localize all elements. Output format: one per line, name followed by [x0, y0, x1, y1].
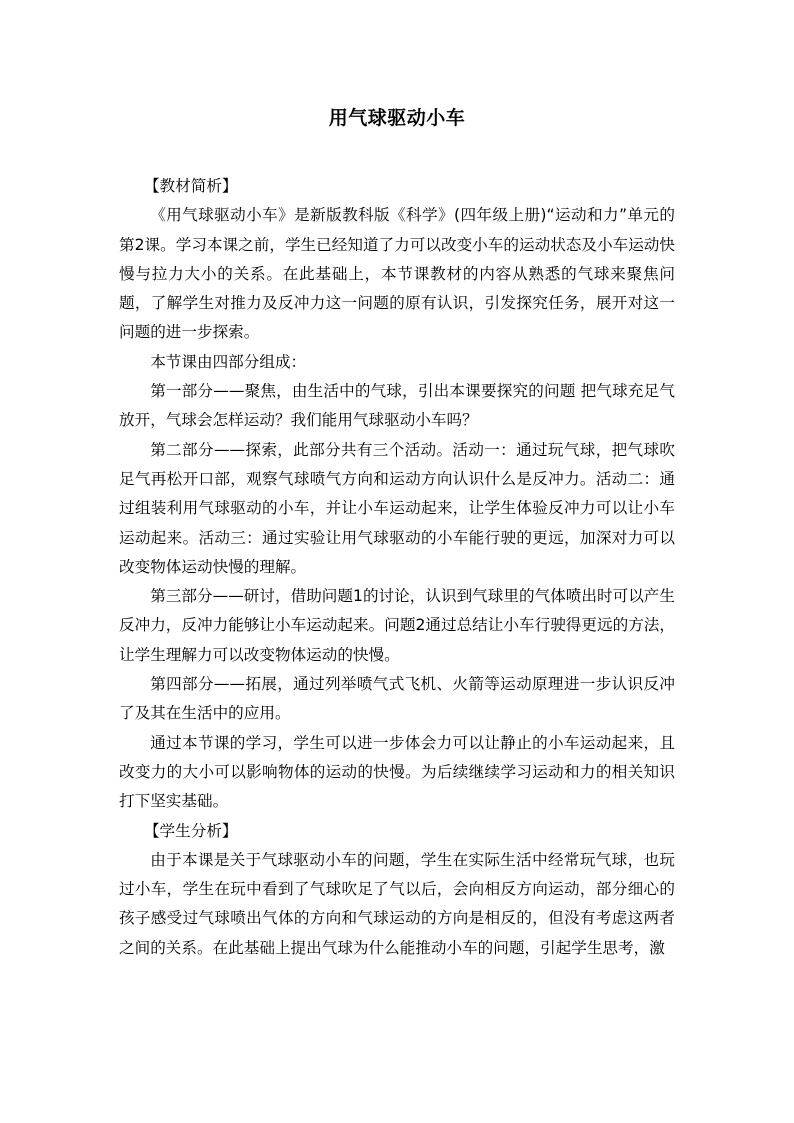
section-heading-student-analysis: 【学生分析】 — [143, 821, 238, 840]
paragraph: 第四部分——拓展，通过列举喷气式飞机、火箭等运动原理进一步认识反冲了及其在生活中的应用。 — [119, 675, 675, 723]
document-body — [119, 172, 675, 963]
paragraph: 本节课由四部分组成： — [150, 352, 307, 371]
paragraph: 《用气球驱动小车》是新版教科版《科学》(四年级上册)“运动和力”单元的第2课。学习本课之前，学生已经知道了力可以改变小车的运动状态及小车运动快慢与拉力大小的关系。在此基础上，本节课教材的内容从熟悉的气球来聚焦问题，了解学生对推力及反冲力这一问题的原有认识，引发探究任务，展开对这一问题的进一步探索。 — [119, 206, 675, 342]
paragraph: 第一部分——聚焦，由生活中的气球，引出本课要探究的问题 把气球充足气放开，气球会怎样运动？我们能用气球驱动小车吗？ — [119, 382, 675, 430]
paragraph: 第二部分——探索，此部分共有三个活动。活动一：通过玩气球，把气球吹足气再松开口部，观察气球喷气方向和运动方向认识什么是反冲力。活动二：通过组装利用气球驱动的小车，并让小车运动起来，让学生体验反冲力可以让小车运动起来。活动三：通过实验让用气球驱动的小车能行驶的更远，加深对力可以改变物体运动快慢的理解。 — [119, 440, 675, 576]
paragraph: 第三部分——研讨，借助问题1的讨论，认识到气球里的气体喷出时可以产生反冲力，反冲力能够让小车运动起来。问题2通过总结让小车行驶得更远的方法，让学生理解力可以改变物体运动的快慢。 — [119, 587, 675, 664]
document-title: 用气球驱动小车 — [328, 107, 466, 129]
section-heading-textbook-analysis: 【教材简析】 — [143, 177, 238, 195]
paragraph: 由于本课是关于气球驱动小车的问题，学生在实际生活中经常玩气球，也玩过小车，学生在玩中看到了气球吹足了气以后，会向相反方向运动，部分细心的孩子感受过气球喷出气体的方向和气球运动的方向是相反的，但没有考虑这两者之间的关系。在此基础上提出气球为什么能推动小车的问题，引起学生思考，激 — [119, 850, 675, 957]
paragraph: 通过本节课的学习，学生可以进一步体会力可以让静止的小车运动起来，且改变力的大小可以影响物体的运动的快慢。为后续继续学习运动和力的相关知识打下坚实基础。 — [119, 733, 675, 811]
